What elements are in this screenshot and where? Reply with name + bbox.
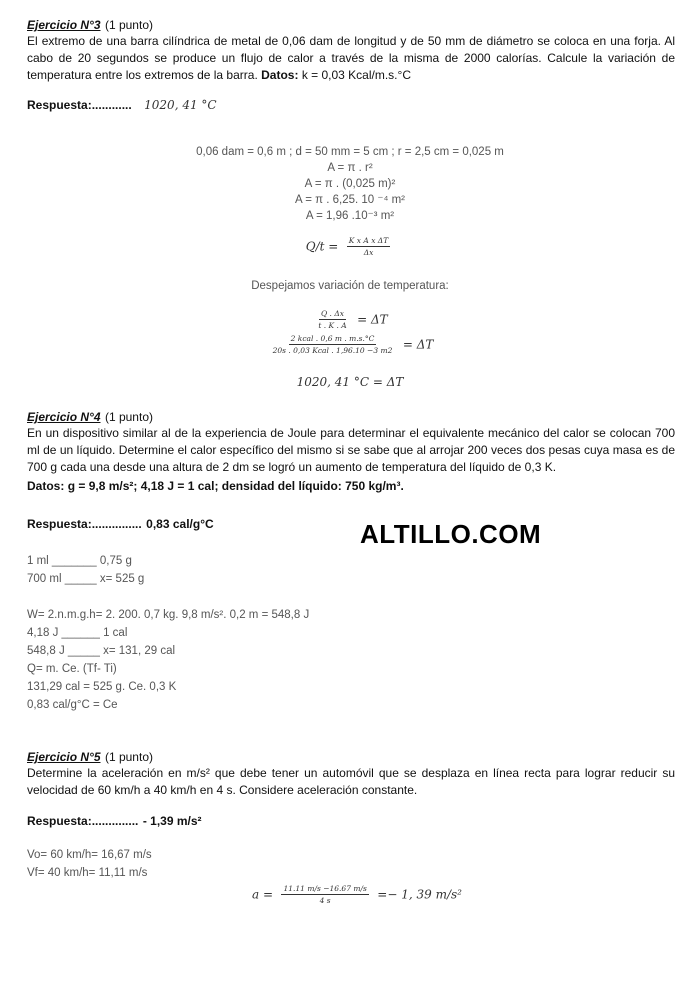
solution-line: A = π . r² xyxy=(327,162,373,174)
solution-spacer xyxy=(27,588,427,606)
solution-line: 1 ml _______ 0,75 g xyxy=(27,555,132,567)
equation-rhs: =− 1, 39 m/s² xyxy=(377,887,462,902)
solution-line: 0,06 dam = 0,6 m ; d = 50 mm = 5 cm ; r = 2,5 cm = 0,025 m xyxy=(196,146,504,158)
exercise-3-heading xyxy=(27,16,153,34)
solution-line: A = π . 6,25. 10 ⁻⁴ m² xyxy=(294,194,406,206)
exercise-5-answer-row xyxy=(27,812,202,830)
fraction-denominator: 4 s xyxy=(319,896,331,905)
exercise-4-heading xyxy=(27,408,153,426)
exercise-4-points: (1 punto) xyxy=(104,410,153,424)
solution-line: 131,29 cal = 525 g. Ce. 0,3 K xyxy=(27,681,177,693)
acceleration-equation xyxy=(252,884,462,905)
fraction-denominator: t . K . A xyxy=(318,321,347,330)
equation-rhs: = ΔT xyxy=(357,312,388,327)
equation-fraction xyxy=(281,884,368,905)
exercise-4-statement: En un dispositivo similar al de la experiencia de Joule para determinar el equivalente mecánico del calor se colocan 700 ml de un líquido. Determine el calor específico del mismo si se sabe que al arrojar 200 veces dos pesas cuya masa es de 700 g cada una desde una altura de 2 dm se logró un aumento de temperatura del líquido de 0,3 K. xyxy=(27,426,675,474)
answer-value: 1020, 41 °C xyxy=(144,98,217,112)
exercise-3-title: Ejercicio N°3 xyxy=(27,18,101,32)
exercise-5-heading xyxy=(27,748,153,766)
equation-fraction xyxy=(347,236,390,257)
exercise-4-title: Ejercicio N°4 xyxy=(27,410,101,424)
heat-flux-equation xyxy=(0,236,700,257)
equation-lhs: a = xyxy=(252,887,274,902)
solution-line: 0,83 cal/g°C = Ce xyxy=(27,699,118,711)
exercise-3-statement xyxy=(27,33,675,84)
exercise-3-points: (1 punto) xyxy=(104,18,153,32)
equation-rhs: = ΔT xyxy=(402,337,434,352)
solution-line: Q= m. Ce. (Tf- Ti) xyxy=(27,663,117,675)
exercise-4-datos: g = 9,8 m/s²; 4,18 J = 1 cal; densidad del líquido: 750 kg/m³. xyxy=(67,479,404,493)
fraction-numerator: 11.11 m/s −16.67 m/s xyxy=(283,884,367,893)
answer-value: 0,83 cal/g°C xyxy=(146,517,214,531)
solution-line: Vf= 40 km/h= 11,11 m/s xyxy=(27,867,148,879)
fraction-numerator: Q . Δx xyxy=(321,309,344,318)
equation-fraction xyxy=(271,334,395,355)
exercise-5-title: Ejercicio N°5 xyxy=(27,750,101,764)
exercise-4-solution xyxy=(27,552,427,714)
exercise-5-points: (1 punto) xyxy=(104,750,153,764)
exercise-3-datos-label: Datos: xyxy=(261,68,299,82)
answer-label: Respuesta:............ xyxy=(27,98,132,112)
fraction-numerator: K x A x ΔT xyxy=(348,236,389,245)
altillo-watermark: ALTILLO.COM xyxy=(360,519,542,549)
equation-solve xyxy=(0,309,700,330)
fraction-denominator: Δx xyxy=(363,248,374,257)
fraction-numerator: 2 kcal . 0,6 m . m.s.°C xyxy=(290,334,375,343)
solution-line: W= 2.n.m.g.h= 2. 200. 0,7 kg. 9,8 m/s². 0,2 m = 548,8 J xyxy=(27,609,310,621)
solution-line: Vo= 60 km/h= 16,67 m/s xyxy=(27,849,152,861)
answer-label: Respuesta:............... xyxy=(27,517,142,531)
exercise-5-statement: Determine la aceleración en m/s² que debe tener un automóvil que se desplaza en línea recta para lograr reducir su velocidad de 60 km/h a 40 km/h en 4 s. Considere aceleración constante. xyxy=(27,766,675,797)
equation-lhs: Q/t = xyxy=(305,239,339,254)
despejamos-text: Despejamos variación de temperatura: xyxy=(251,280,449,292)
equation-fraction xyxy=(316,309,348,330)
exercise-3-result: 1020, 41 °C = ΔT xyxy=(296,375,404,389)
solution-line: A = π . (0,025 m)² xyxy=(304,178,396,190)
fraction-denominator: 20s . 0,03 Kcal . 1,96.10 −3 m2 xyxy=(272,346,393,355)
solution-line: 700 ml _____ x= 525 g xyxy=(27,573,145,585)
equation-substitute xyxy=(0,334,700,355)
exercise-3-datos: k = 0,03 Kcal/m.s.°C xyxy=(301,68,411,82)
answer-value: - 1,39 m/s² xyxy=(142,814,202,828)
exercise-3-text: El extremo de una barra cilíndrica de metal de 0,06 dam de longitud y de 50 mm de diámetro se coloca en una forja. Al cabo de 20 segundos se produce un flujo de calor a través de la misma de 2000 calorías. Calcule la variación de temperatura entre los extremos de la barra. xyxy=(27,34,675,82)
exercise-4-datos-label: Datos: xyxy=(27,479,65,493)
exercise-3-answer-row xyxy=(27,96,217,114)
exercise-4-answer-row xyxy=(27,515,214,533)
exercise-4-datos-row xyxy=(27,479,404,493)
solution-line: A = 1,96 .10⁻³ m² xyxy=(305,210,395,222)
solution-line: 548,8 J _____ x= 131, 29 cal xyxy=(27,645,176,657)
solution-line: 4,18 J ______ 1 cal xyxy=(27,627,128,639)
answer-label: Respuesta:.............. xyxy=(27,814,139,828)
